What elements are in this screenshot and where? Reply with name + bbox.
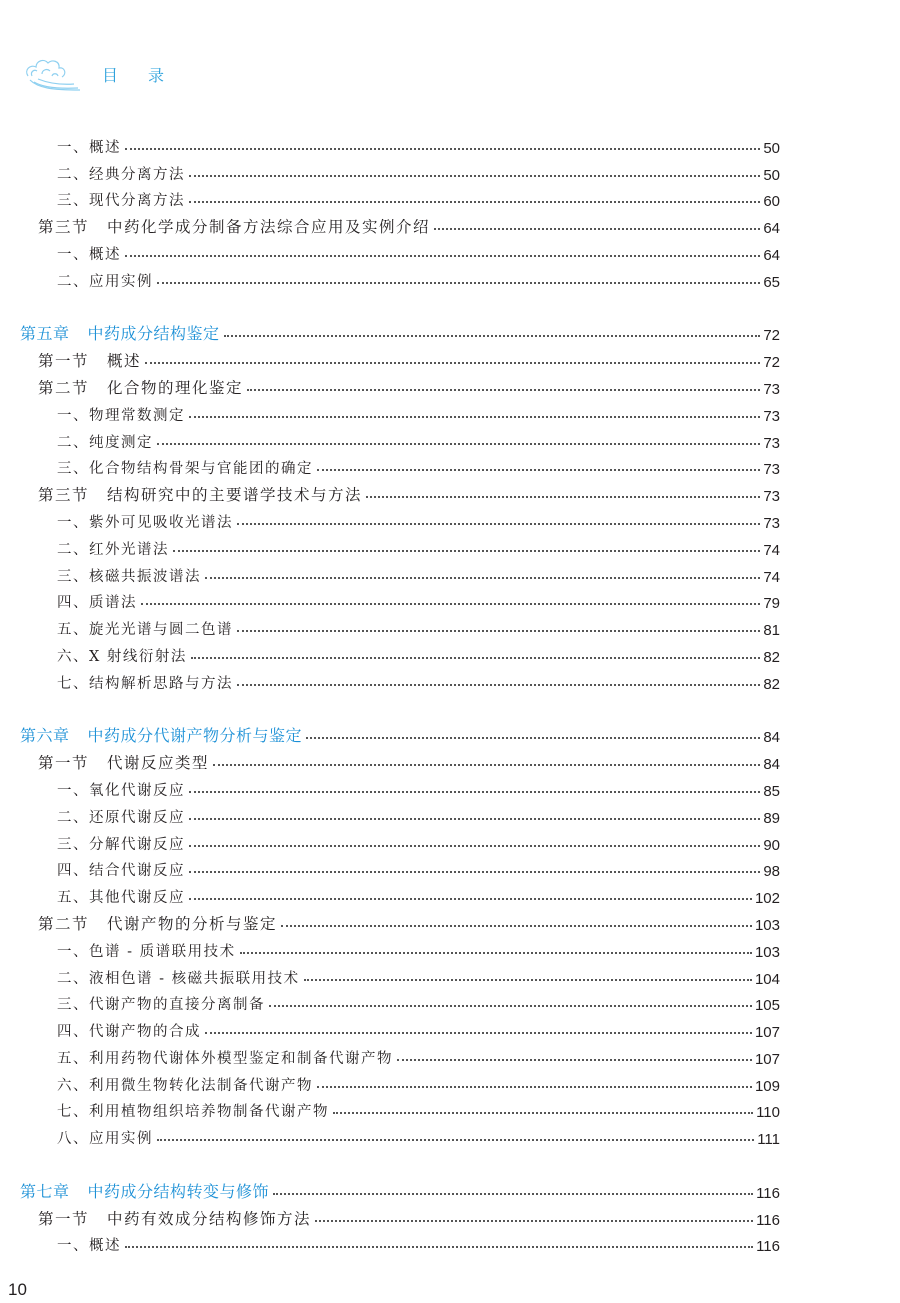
toc-entry-title [57,136,121,157]
toc-item-entry[interactable] [0,184,780,211]
dot-leader [237,630,760,632]
toc-entry-page: 73 [763,434,780,452]
dot-leader [317,1086,752,1088]
toc-section-entry[interactable] [0,478,780,505]
dot-leader [247,389,760,391]
dot-leader [333,1112,753,1114]
toc-entry-label: 一、氧化代谢反应 [57,782,185,799]
toc-entry-page: 104 [754,970,780,988]
toc-entry-label: 中药成分结构鉴定 [87,324,220,344]
toc-item-entry[interactable] [0,532,780,559]
toc-entry-label: 中药有效成分结构修饰方法 [107,1209,312,1228]
toc-entry-title [57,859,185,880]
toc-entry-page: 74 [763,541,780,559]
toc-entry-title [20,321,220,344]
toc-item-entry[interactable] [0,1229,780,1256]
toc-entry-page: 116 [756,1211,780,1229]
toc-entry-label: 五、利用药物代谢体外模型鉴定和制备代谢产物 [57,1050,393,1067]
toc-entry-title [20,723,302,746]
toc-entry-number: 第六章 [20,726,70,746]
toc-entry-title [57,189,185,210]
toc-entry-title [57,1127,153,1148]
dot-leader [281,925,752,927]
toc-section-entry[interactable] [0,344,780,371]
toc-entry-title [57,1100,329,1121]
toc-entry-title [57,1074,313,1095]
toc-entry-page: 84 [763,729,780,747]
toc-entry-page: 73 [763,514,780,532]
toc-entry-title [57,779,185,800]
toc-entry-title [38,1207,311,1229]
toc-entry-label: 二、纯度测定 [57,434,153,451]
toc-entry-label: 二、应用实例 [57,273,153,290]
toc-entry-number: 第三节 [38,218,90,237]
toc-item-entry[interactable] [0,639,780,666]
toc-entry-page: 65 [763,273,780,291]
toc-entry-page: 89 [763,809,780,827]
dot-leader [273,1193,753,1195]
toc-entry-title [57,886,185,907]
dot-leader [125,255,760,257]
toc-entry-page: 50 [763,139,780,157]
toc-entry-label: 一、概述 [57,139,121,156]
toc-chapter-entry[interactable] [0,1175,780,1202]
toc-entry-label: 一、概述 [57,1238,121,1255]
dot-leader [157,443,760,445]
toc-item-entry[interactable] [0,452,780,479]
dot-leader [434,228,760,230]
toc-entry-page: 103 [754,916,780,934]
toc-item-entry[interactable] [0,1014,780,1041]
toc-entry-page: 84 [763,756,780,774]
toc-entry-title [57,457,313,478]
toc-entry-title [57,538,169,559]
toc-entry-label: 五、其他代谢反应 [57,890,185,907]
toc-entry-label: 中药成分结构转变与修饰 [87,1181,270,1201]
toc-entry-title [57,672,233,693]
toc-entry-number: 第七章 [20,1181,70,1201]
toc-entry-title [57,1047,393,1068]
dot-leader [240,952,752,954]
dot-leader [189,175,760,177]
toc-entry-title [57,645,187,666]
toc-entry-title [57,565,201,586]
page-header [22,52,194,94]
toc-entry-label: 三、化合物结构骨架与官能团的确定 [57,461,313,478]
dot-leader [205,1032,752,1034]
toc-entry-label: 化合物的理化鉴定 [107,378,244,397]
toc-entry-title [57,618,233,639]
toc-entry-page: 90 [763,836,780,854]
dot-leader [317,469,760,471]
toc-entry-title [57,404,185,425]
toc-item-entry[interactable] [0,1068,780,1095]
toc-item-entry[interactable] [0,237,780,264]
toc-entry-label: 二、还原代谢反应 [57,809,185,826]
toc-entry-label: 七、利用植物组织培养物制备代谢产物 [57,1104,329,1121]
dot-leader [145,362,760,364]
dot-leader [224,335,761,337]
toc-item-entry[interactable] [0,827,780,854]
toc-entry-title [57,1020,201,1041]
toc-entry-label: 二、液相色谱 - 核磁共振联用技术 [57,970,300,987]
toc-entry-title [57,967,300,988]
toc-entry-page: 116 [756,1238,780,1256]
toc-entry-number: 第一节 [38,352,90,371]
dot-leader [189,791,760,793]
toc-entry-label: 六、X 射线衍射法 [57,648,187,665]
dot-leader [189,416,760,418]
dot-leader [306,737,760,739]
dot-leader [237,523,760,525]
dot-leader [191,657,760,659]
dot-leader [397,1059,752,1061]
toc-item-entry[interactable] [0,666,780,693]
toc-entry-label: 三、代谢产物的直接分离制备 [57,997,265,1014]
toc-entry-page: 98 [763,863,780,881]
toc-section-entry[interactable] [0,907,780,934]
toc-entry-page: 73 [763,461,780,479]
toc-entry-number: 第一节 [38,754,90,773]
toc-entry-title [57,431,153,452]
toc-entry-title [38,215,430,237]
toc-entry-title [20,1179,269,1202]
toc-entry-page: 109 [754,1077,780,1095]
toc-item-entry[interactable] [0,1095,780,1122]
toc-entry-label: 结构研究中的主要谱学技术与方法 [107,486,363,505]
toc-item-entry[interactable] [0,559,780,586]
toc-item-entry[interactable] [0,130,780,157]
dot-leader [173,550,760,552]
toc-item-entry[interactable] [0,854,780,881]
toc-entry-label: 四、代谢产物的合成 [57,1024,201,1041]
toc-entry-title [38,376,243,398]
toc-entry-label: 中药化学成分制备方法综合应用及实例介绍 [107,218,431,237]
toc-entry-title [57,243,121,264]
toc-entry-label: 一、概述 [57,246,121,263]
toc-entry-page: 72 [763,327,780,345]
toc-entry-title [38,912,277,934]
cloud-wave-icon [22,52,82,94]
toc-entry-title [57,511,233,532]
toc-entry-label: 四、质谱法 [57,595,137,612]
spacer [0,693,780,720]
toc-chapter-entry[interactable] [0,318,780,345]
dot-leader [189,201,760,203]
dot-leader [189,818,760,820]
toc-entry-title [38,483,362,505]
toc-entry-title [38,751,209,773]
toc-entry-page: 103 [754,943,780,961]
spacer [0,291,780,318]
toc-entry-number: 第二节 [38,914,90,933]
dot-leader [157,1139,754,1141]
toc-entry-page: 72 [763,354,780,372]
toc-section-entry[interactable] [0,746,780,773]
toc-entry-label: 中药成分代谢产物分析与鉴定 [87,726,303,746]
toc-entry-label: 三、现代分离方法 [57,193,185,210]
toc-entry-page: 64 [763,220,780,238]
toc-entry-page: 85 [763,782,780,800]
toc-item-entry[interactable] [0,157,780,184]
dot-leader [157,282,760,284]
toc-entry-label: 代谢反应类型 [107,754,210,773]
toc-item-entry[interactable] [0,264,780,291]
toc-chapter-entry[interactable] [0,720,780,747]
toc-entry-page: 82 [763,675,780,693]
toc-item-entry[interactable] [0,398,780,425]
dot-leader [141,603,760,605]
toc-item-entry[interactable] [0,1041,780,1068]
dot-leader [189,871,760,873]
toc-item-entry[interactable] [0,612,780,639]
toc-entry-title [57,833,185,854]
toc-entry-title [57,270,153,291]
toc-entry-title [57,940,236,961]
toc-entry-page: 74 [763,568,780,586]
toc-entry-label: 八、应用实例 [57,1131,153,1148]
toc-entry-number: 第二节 [38,378,90,397]
toc-item-entry[interactable] [0,1121,780,1148]
toc-entry-label: 概述 [107,352,142,371]
dot-leader [189,845,760,847]
toc-entry-page: 73 [763,488,780,506]
dot-leader [304,979,752,981]
spacer [0,1148,780,1175]
toc-entry-number: 第五章 [20,324,70,344]
toc-entry-title [38,349,141,371]
toc-item-entry[interactable] [0,934,780,961]
dot-leader [366,496,760,498]
toc-section-entry[interactable] [0,210,780,237]
toc-entry-page: 73 [763,380,780,398]
toc-entry-number: 第一节 [38,1209,90,1228]
toc-entry-label: 二、经典分离方法 [57,166,185,183]
dot-leader [205,577,760,579]
toc-item-entry[interactable] [0,988,780,1015]
toc-entry-page: 102 [754,890,780,908]
toc-entry-page: 82 [763,648,780,666]
toc-entry-label: 代谢产物的分析与鉴定 [107,914,278,933]
toc-entry-title [57,806,185,827]
toc-entry-label: 一、色谱 - 质谱联用技术 [57,943,236,960]
toc-entry-number: 第三节 [38,486,90,505]
toc-entry-page: 110 [756,1104,780,1122]
toc-entry-page: 64 [763,246,780,264]
toc-item-entry[interactable] [0,586,780,613]
dot-leader [189,898,752,900]
toc-entry-label: 七、结构解析思路与方法 [57,675,233,692]
toc-entry-title [57,163,185,184]
toc-item-entry[interactable] [0,880,780,907]
dot-leader [315,1220,753,1222]
toc-entry-label: 一、紫外可见吸收光谱法 [57,514,233,531]
toc-entry-title [57,591,137,612]
toc-entry-label: 五、旋光光谱与圆二色谱 [57,622,233,639]
toc-entry-page: 60 [763,193,780,211]
dot-leader [125,1246,753,1248]
toc-entry-title [57,1234,121,1255]
toc-item-entry[interactable] [0,800,780,827]
toc-entry-page: 50 [763,166,780,184]
toc-item-entry[interactable] [0,425,780,452]
toc-entry-page: 105 [754,997,780,1015]
toc-entry-label: 六、利用微生物转化法制备代谢产物 [57,1077,313,1094]
table-of-contents [0,130,780,1255]
page-number: 10 [8,1280,27,1299]
toc-entry-label: 三、分解代谢反应 [57,836,185,853]
dot-leader [269,1005,752,1007]
toc-entry-label: 三、核磁共振波谱法 [57,568,201,585]
toc-item-entry[interactable] [0,773,780,800]
toc-item-entry[interactable] [0,961,780,988]
toc-entry-page: 79 [763,595,780,613]
dot-leader [213,764,760,766]
toc-section-entry[interactable] [0,371,780,398]
page-title: 目录 [102,65,195,85]
toc-entry-page: 107 [754,1024,780,1042]
toc-entry-page: 73 [763,407,780,425]
toc-section-entry[interactable] [0,1202,780,1229]
toc-item-entry[interactable] [0,505,780,532]
toc-entry-title [57,993,265,1014]
toc-entry-label: 一、物理常数测定 [57,407,185,424]
toc-entry-label: 四、结合代谢反应 [57,863,185,880]
toc-entry-label: 二、红外光谱法 [57,541,169,558]
toc-entry-page: 81 [763,622,780,640]
dot-leader [125,148,760,150]
toc-entry-page: 111 [757,1131,780,1149]
toc-entry-page: 116 [756,1184,780,1202]
toc-entry-page: 107 [754,1050,780,1068]
dot-leader [237,684,760,686]
